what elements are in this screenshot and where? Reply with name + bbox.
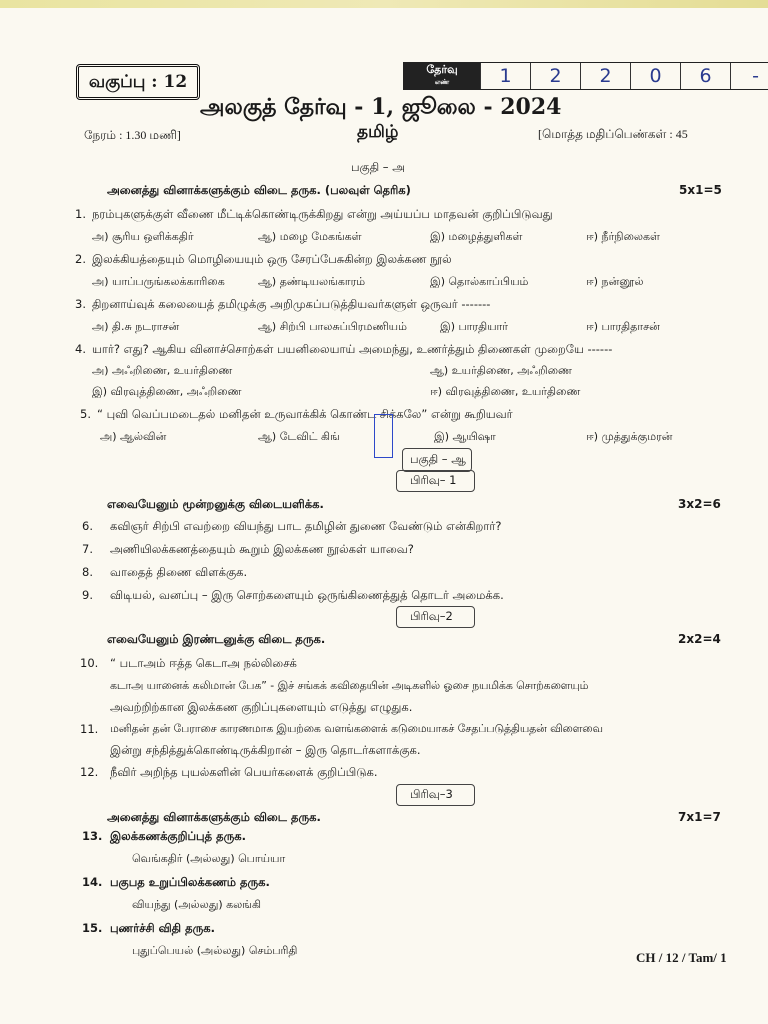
part-b-title: பகுதி – ஆ (410, 452, 466, 466)
exam-time: நேரம் : 1.30 மணி] (84, 128, 181, 142)
option: ஆ) மழை மேகங்கள் (258, 230, 362, 243)
question-number: 1. (75, 207, 86, 221)
section-2-title: பிரிவு–2 (410, 609, 453, 623)
question-text: நீவிர் அறிந்த புயல்களின் பெயர்களைக் குறிப்பிடுக. (110, 765, 378, 779)
option: இ) விரவுத்திணை, அஃறிணை (92, 385, 242, 398)
question-text: மனிதன் தன் பேராசை காரணமாக இயற்கை வளங்களைக் கடுமையாகச் சேதப்படுத்தியதன் விளைவை (110, 722, 603, 735)
section-2-marks: 2x2=4 (678, 632, 721, 646)
section-2-instruction: எவையேனும் இரண்டனுக்கு விடை தருக. (107, 632, 326, 646)
question-number: 3. (75, 297, 86, 311)
question-number: 15. (82, 921, 103, 935)
question-text: வாதைத் திணை விளக்குக. (110, 565, 248, 579)
question-number: 13. (82, 829, 103, 843)
part-a-title: பகுதி – அ (351, 160, 405, 174)
question-text: கடாஅ யானைக் கலிமான் பேக” - இச் சங்கக் கவிதையின் அடிகளில் ஓசை நயமிக்க சொற்களையும் (110, 679, 589, 692)
section-1-instruction: எவையேனும் மூன்றனுக்கு விடையளிக்க. (107, 497, 324, 511)
option: ஆ) தண்டியலங்காரம் (258, 275, 366, 288)
exam-title: அலகுத் தேர்வு - 1, ஜூலை - 2024 (200, 94, 562, 120)
question-number: 4. (75, 342, 86, 356)
option: ஆ) சிற்பி பாலசுப்பிரமணியம் (258, 320, 407, 333)
question-number: 5. (80, 407, 91, 421)
paper-code: CH / 12 / Tam/ 1 (636, 950, 727, 965)
option: இ) பாரதியார் (440, 320, 509, 333)
option: ஈ) நீர்நிலைகள் (586, 230, 660, 243)
question-text: நரம்புகளுக்குள் வீணை மீட்டிக்கொண்டிருக்கிறது என்று அய்யப்ப மாதவன் குறிப்பிடுவது (92, 207, 553, 221)
register-label: தேர்வு எண் (404, 63, 480, 89)
option: இ) தொல்காப்பியம் (430, 275, 529, 288)
question-text: பகுபத உறுப்பிலக்கணம் தருக. (110, 875, 270, 889)
subject-title: தமிழ் (357, 122, 399, 142)
question-text: இன்று சந்தித்துக்கொண்டிருக்கிறான் – இரு தொடர்களாக்குக. (110, 743, 421, 757)
section-1-marks: 3x2=6 (678, 497, 721, 511)
option: ஈ) விரவுத்திணை, உயர்திணை (430, 385, 581, 398)
question-number: 2. (75, 252, 86, 266)
option: அ) யாப்பருங்கலக்காரிகை (92, 275, 225, 288)
option: அ) தி.சு நடராசன் (92, 320, 180, 333)
paper-top-edge (0, 0, 768, 8)
question-text: புணர்ச்சி விதி தருக. (110, 921, 215, 935)
option: இ) ஆயிஷா (434, 430, 496, 443)
question-number: 14. (82, 875, 103, 889)
question-number: 12. (80, 765, 99, 779)
section-3-title: பிரிவு–3 (410, 787, 453, 801)
part-a-instruction: அனைத்து வினாக்களுக்கும் விடை தருக. (பலவுள் தெரிக) (107, 183, 411, 197)
register-digit: 6 (680, 63, 730, 89)
register-digit: 2 (580, 63, 630, 89)
question-text: இலக்கியத்தையும் மொழியையும் ஒரு சேரப்பேசுகின்ற இலக்கண நூல் (92, 252, 452, 266)
question-text: விடியல், வனப்பு – இரு சொற்களையும் ஒருங்கிணைத்துத் தொடர் அமைக்க. (110, 588, 504, 602)
option: இ) மழைத்துளிகள் (430, 230, 523, 243)
question-text: அணியிலக்கணத்தையும் கூறும் இலக்கண நூல்கள் யாவை? (110, 542, 414, 556)
answer-mark-box (374, 414, 393, 458)
option: ஈ) பாரதிதாசன் (586, 320, 660, 333)
option: அ) ஆல்வின் (100, 430, 167, 443)
total-marks: [மொத்த மதிப்பெண்கள் : 45 (538, 127, 688, 141)
option: ஆ) உயர்திணை, அஃறிணை (430, 364, 572, 377)
part-a-marks: 5x1=5 (679, 183, 722, 197)
option: ஈ) முத்துக்குமரன் (586, 430, 673, 443)
question-text: “ புவி வெப்பமடைதல் மனிதன் உருவாக்கிக் கொண்ட சிக்கலே” என்று கூறியவர் (97, 407, 513, 421)
option: அ) அஃறிணை, உயர்திணை (92, 364, 233, 377)
question-number: 10. (80, 656, 99, 670)
question-text: கவிஞர் சிற்பி எவற்றை வியந்து பாட தமிழின் துணை வேண்டும் என்கிறார்? (110, 519, 502, 533)
question-number: 6. (82, 519, 93, 533)
question-number: 9. (82, 588, 93, 602)
question-text: யார்? எது? ஆகிய வினாச்சொற்கள் பயனிலையாய் அமைந்து, உணர்த்தும் திணைகள் முறையே ------ (92, 342, 613, 356)
question-text: இலக்கணக்குறிப்புத் தருக. (110, 829, 246, 843)
option: அ) சூரிய ஒளிக்கதிர் (92, 230, 194, 243)
register-digit: - (730, 63, 768, 89)
register-number-box (403, 62, 768, 90)
section-1-title: பிரிவு– 1 (410, 473, 457, 487)
section-3-instruction: அனைத்து வினாக்களுக்கும் விடை தருக. (107, 810, 321, 824)
grade-label: வகுப்பு : 12 (76, 64, 200, 100)
question-text: திறனாய்வுக் கலையைத் தமிழுக்கு அறிமுகப்படுத்தியவர்களுள் ஒருவர் ------- (92, 297, 491, 311)
question-text: “ படாஅம் ஈத்த கெடாஅ நல்லிசைக் (110, 656, 297, 670)
option: ஆ) டேவிட் கிங் (258, 430, 340, 443)
option: ஈ) நன்னூல் (586, 275, 644, 288)
register-digit: 0 (630, 63, 680, 89)
register-digit: 2 (530, 63, 580, 89)
question-choice: வெங்கதிர் (அல்லது) பொய்யா (132, 852, 286, 865)
question-choice: புதுப்பெயல் (அல்லது) செம்பரிதி (132, 944, 298, 957)
question-number: 7. (82, 542, 93, 556)
question-number: 8. (82, 565, 93, 579)
register-digit: 1 (480, 63, 530, 89)
section-3-marks: 7x1=7 (678, 810, 721, 824)
question-text: அவற்றிற்கான இலக்கண குறிப்புகளையும் எடுத்து எழுதுக. (110, 700, 413, 714)
question-number: 11. (80, 722, 99, 736)
question-choice: வியந்து (அல்லது) கலங்கி (132, 898, 261, 911)
